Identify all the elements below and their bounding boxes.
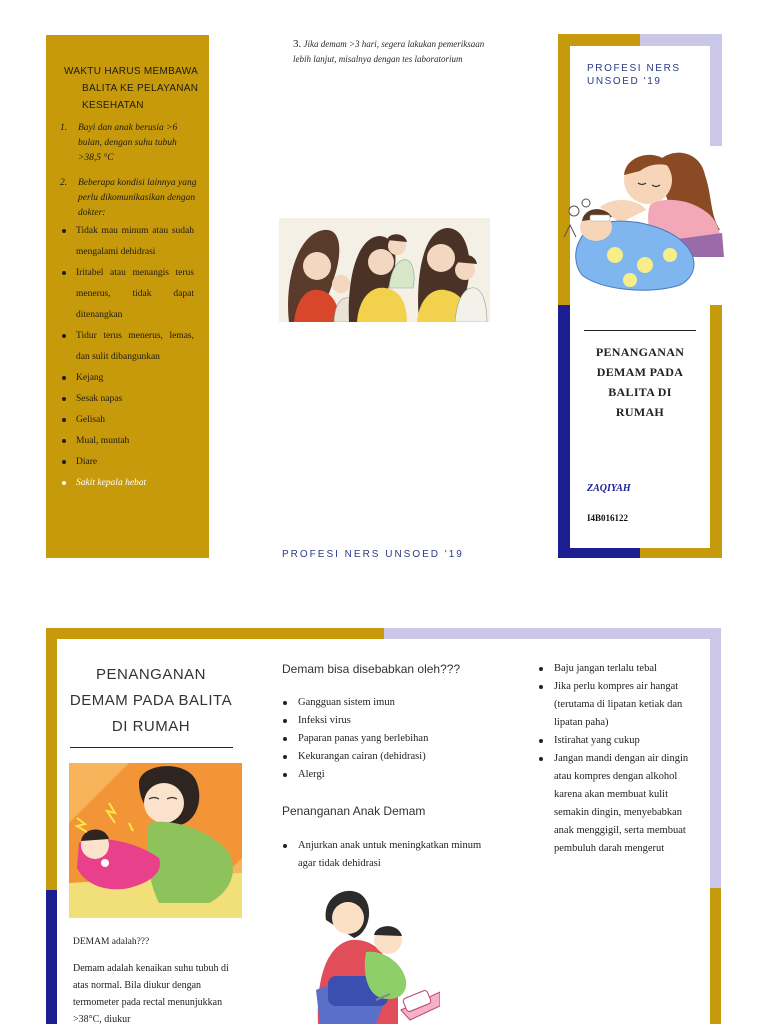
causes-heading: Demam bisa disebabkan oleh???: [282, 662, 461, 676]
page2-frame-navy-left: [46, 890, 57, 1024]
list-item: Anjurkan anak untuk meningkatkan minum agar tidak dehidrasi: [282, 837, 482, 873]
heading-line: WAKTU HARUS MEMBAWA: [64, 66, 199, 77]
cover-frame-navy-left: [558, 305, 570, 557]
label-line: PROFESI NERS: [587, 63, 681, 74]
list-item: Diare: [76, 452, 194, 473]
list-item: Tidak mau minum atau sudah mengalami dehidrasi: [76, 221, 194, 263]
cover-frame-gold-right: [710, 305, 722, 558]
item-text: Bayi dan anak berusia >6 bulan, dengan suhu tubuh >38,5 °C: [78, 123, 178, 163]
heading-line: BALITA KE PELAYANAN: [82, 83, 199, 94]
lab-test-note: [293, 37, 498, 67]
feverish-child-illustration: [69, 763, 242, 918]
list-item: Sakit kepala hebat: [76, 473, 194, 494]
handling-heading: Penanganan Anak Demam: [282, 804, 426, 818]
cover-title: [580, 342, 700, 422]
page2-frame-gold-top: [46, 628, 384, 639]
cover-rule: [584, 330, 696, 331]
mother-holding-child-illustration: [69, 763, 242, 918]
item-number: 1.: [60, 123, 68, 133]
list-item: Sesak napas: [76, 389, 194, 410]
page2-frame-lavender-top: [384, 628, 721, 639]
list-item: Jika perlu kompres air hangat (terutama di lipatan ketiak dan lipatan paha): [538, 678, 698, 732]
list-item: Alergi: [282, 766, 502, 784]
criteria-item-1: [60, 121, 200, 166]
list-item: Gangguan sistem imun: [282, 694, 502, 712]
title-line: DEMAM PADA BALITA: [69, 692, 233, 709]
criteria-item-2: [60, 176, 200, 221]
list-item: Iritabel atau menangis terus menerus, tidak dapat ditenangkan: [76, 263, 194, 326]
causes-list: [282, 694, 502, 784]
title-line: PENANGANAN: [95, 666, 207, 683]
panel-heading: [64, 63, 204, 114]
handling-list: [282, 837, 482, 873]
mothers-children-illustration: [279, 218, 490, 322]
page2-frame-lavender-right: [710, 628, 721, 888]
list-item: Gelisah: [76, 410, 194, 431]
heading-line: KESEHATAN: [82, 100, 144, 111]
list-item: Baju jangan terlalu tebal: [538, 660, 698, 678]
item-number: 2.: [60, 178, 68, 188]
sketch-illustration: [279, 218, 490, 322]
list-item: Infeksi virus: [282, 712, 502, 730]
list-item: Paparan panas yang berlebihan: [282, 730, 502, 748]
list-item: Istirahat yang cukup: [538, 732, 698, 750]
title-line: RUMAH: [615, 405, 665, 419]
title-line: DEMAM PADA: [596, 365, 684, 379]
title-line: DI RUMAH: [111, 718, 191, 735]
note-number: 3.: [293, 38, 302, 50]
page2-frame-gold-left: [46, 628, 57, 890]
sick-child-illustration: [560, 145, 728, 295]
title-line: BALITA DI: [608, 385, 672, 399]
cover-program-label: [587, 62, 681, 88]
page2-frame-gold-right: [710, 888, 721, 1024]
definition-text: Demam adalah kenaikan suhu tubuh di atas normal. Bila diukur dengan termometer pada rectal menunjukkan >38°C, diukur: [73, 963, 229, 1025]
list-item: Kejang: [76, 368, 194, 389]
list-item: Jangan mandi dengan air dingin atau kompres dengan alkohol karena akan membuat kulit semakin dingin, menyebabkan anak menggigil, serta membuat pembuluh darah mengerut: [538, 750, 698, 858]
page-footer: PROFESI NERS UNSOED '19: [282, 549, 464, 560]
cover-author: ZAQIYAH: [587, 483, 631, 494]
note-text: Jika demam >3 hari, segera lakukan pemeriksaan lebih lanjut, misalnya dengan tes laboratorium: [293, 39, 485, 64]
care-tips-list: [538, 660, 698, 858]
mother-feeding-child-illustration: [306, 880, 440, 1024]
cover-student-id: I4B016122: [587, 513, 629, 523]
page2-rule: [70, 747, 233, 748]
cover-frame-navy-bottom: [558, 548, 640, 558]
list-item: Mual, muntah: [76, 431, 194, 452]
list-item: Kekurangan cairan (dehidrasi): [282, 748, 502, 766]
mother-caring-illustration: [560, 145, 728, 295]
feeding-illustration: [306, 880, 440, 1024]
definition-heading: DEMAM adalah???: [73, 937, 150, 947]
label-line: UNSOED '19: [587, 76, 662, 87]
cover-frame-lavender-right: [710, 34, 722, 146]
title-line: PENANGANAN: [595, 345, 685, 359]
conditions-list: [76, 221, 194, 494]
gold-info-panel: [46, 35, 209, 558]
page2-title: [66, 662, 236, 740]
list-item: Tidur terus menerus, lemas, dan sulit dibangunkan: [76, 326, 194, 368]
cover-frame-gold-top: [558, 34, 640, 46]
item-text: Beberapa kondisi lainnya yang perlu dikomunikasikan dengan dokter:: [78, 178, 197, 218]
